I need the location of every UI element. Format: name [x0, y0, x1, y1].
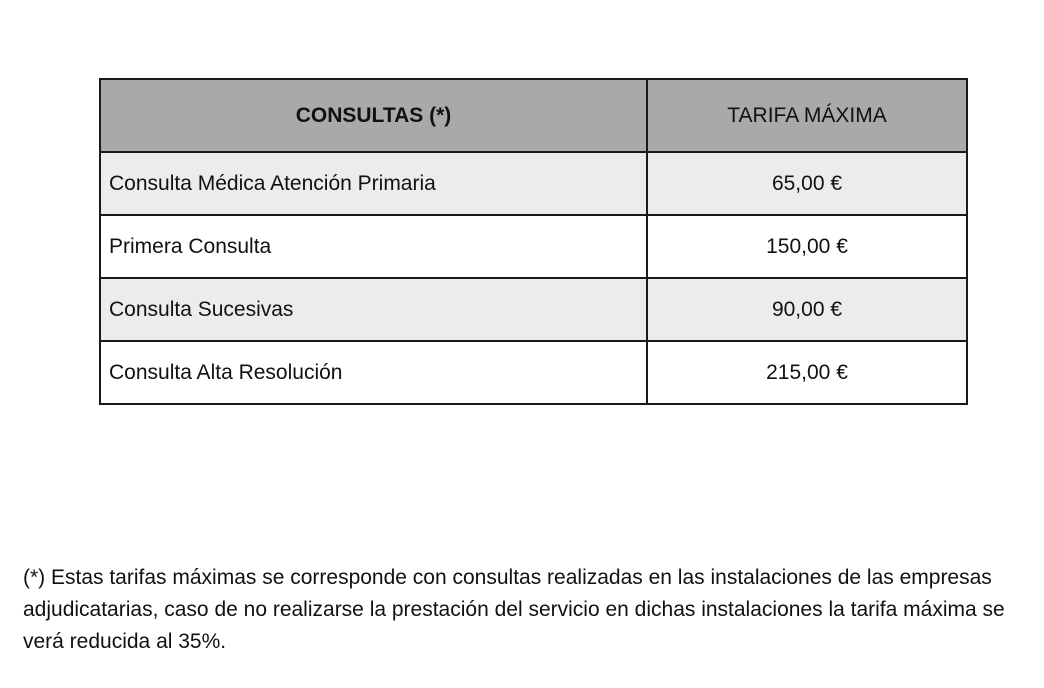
- header-consultas: CONSULTAS (*): [100, 79, 647, 152]
- row-concept: Consulta Médica Atención Primaria: [100, 152, 647, 215]
- row-concept: Consulta Sucesivas: [100, 278, 647, 341]
- footnote: (*) Estas tarifas máximas se corresponde con consultas realizadas en las instalaciones de las empresas adjudicatarias, caso de no realizarse la prestación del servicio en dichas instalaciones la tarifa máxima se verá reducida al 35%.: [23, 566, 1005, 653]
- table-row: [100, 278, 967, 341]
- row-price: 215,00 €: [647, 341, 967, 404]
- header-tarifa-maxima: TARIFA MÁXIMA: [647, 79, 967, 152]
- row-concept: Primera Consulta: [100, 215, 647, 278]
- row-price: 150,00 €: [647, 215, 967, 278]
- row-price: 65,00 €: [647, 152, 967, 215]
- row-price: 90,00 €: [647, 278, 967, 341]
- row-concept: Consulta Alta Resolución: [100, 341, 647, 404]
- table-row: [100, 215, 967, 278]
- tariff-table: [99, 78, 968, 405]
- table-row: [100, 152, 967, 215]
- table-row: [100, 341, 967, 404]
- table-header-row: [100, 79, 967, 152]
